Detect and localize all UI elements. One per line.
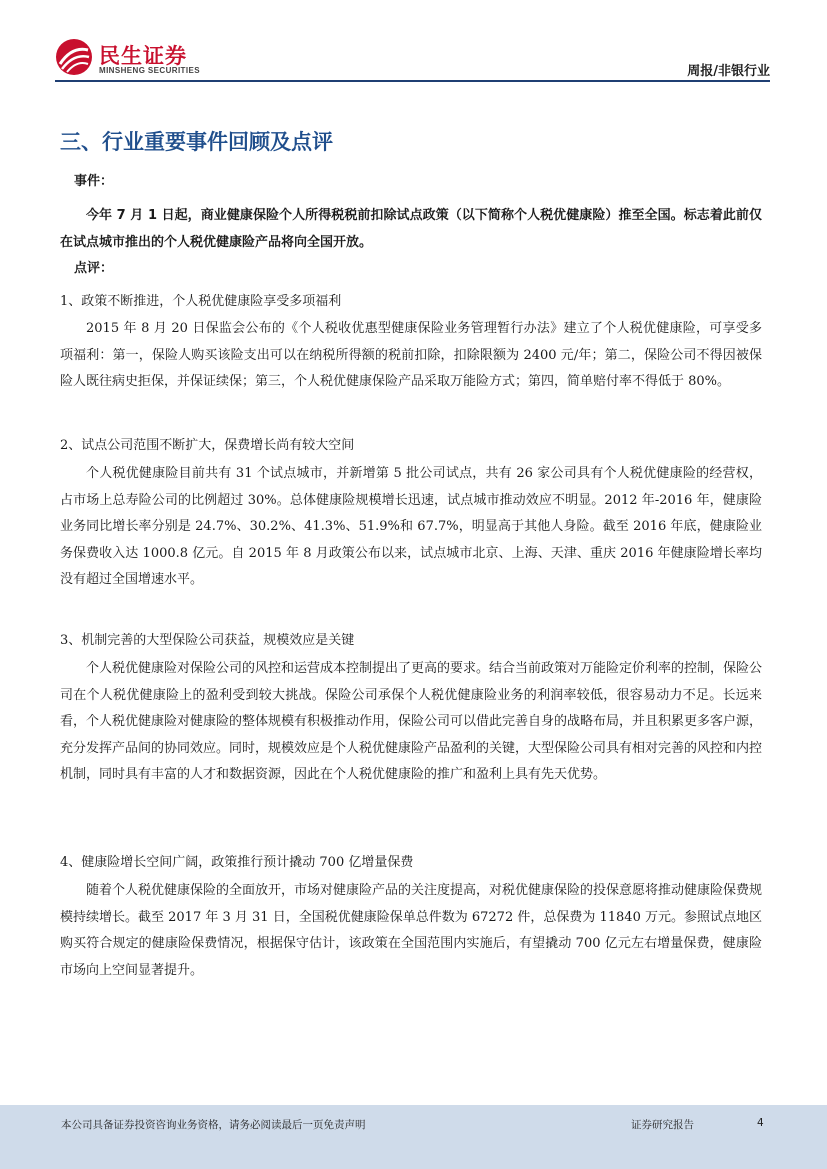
logo-chinese-name: 民生证券 (99, 44, 187, 68)
point-1-heading: 1、政策不断推进，个人税优健康险享受多项福利 (60, 294, 342, 309)
event-paragraph: 今年 7 月 1 日起，商业健康保险个人所得税税前扣除试点政策（以下简称个人税优健康险）推至全国。标志着此前仅在试点城市推出的个人税优健康险产品将向全国开放。 (60, 208, 762, 250)
footer-doc-type: 证券研究报告 (631, 1119, 694, 1131)
report-category: 周报/非银行业 (687, 64, 770, 79)
point-3-body: 个人税优健康险对保险公司的风控和运营成本控制提出了更高的要求。结合当前政策对万能险定价利率的控制，保险公司在个人税优健康险上的盈利受到较大挑战。保险公司承保个人税优健康险业务的利润率较低，很容易动力不足。长远来看，个人税优健康险对健康险的整体规模有积极推动作用，保险公司可以借此完善自身的战略布局，并且积累更多客户源，充分发挥产品间的协同效应。同时，规模效应是个人税优健康险产品盈利的关键，大型保险公司具有相对完善的风控和内控机制，同时具有丰富的人才和数据资源，因此在个人税优健康险的推广和盈利上具有先天优势。 (60, 661, 763, 782)
point-2-heading: 2、试点公司范围不断扩大，保费增长尚有较大空间 (60, 438, 355, 453)
company-logo (55, 38, 245, 78)
point-1-body: 2015 年 8 月 20 日保监会公布的《个人税收优惠型健康保险业务管理暂行办法》建立了个人税优健康险，可享受多项福利：第一，保险人购买该险支出可以在纳税所得额的税前扣除，扣除限额为 2400 元/年；第二，保险公司不得因被保险人既往病史拒保，并保证续保；第三，个人税优健康保险产品采取万能险方式；第四，简单赔付率不得低于 80%。 (60, 321, 762, 389)
page-header (0, 0, 827, 84)
point-4-heading: 4、健康险增长空间广阔，政策推行预计撬动 700 亿增量保费 (60, 855, 414, 870)
header-divider (55, 80, 770, 82)
section-title: 三、行业重要事件回顾及点评 (60, 130, 333, 154)
comment-label: 点评： (74, 261, 114, 276)
logo-english-name: MINSHENG SECURITIES (99, 66, 200, 75)
point-4-body: 随着个人税优健康保险的全面放开，市场对健康险产品的关注度提高，对税优健康保险的投保意愿将推动健康险保费规模持续增长。截至 2017 年 3 月 31 日，全国税优健康险保单总件数为 67272 件，总保费为 11840 万元。参照试点地区购买符合规定的健康险保费情况，根据保守估计，该政策在全国范围内实施后，有望撬动 700 亿元左右增量保费，健康险市场向上空间显著提升。 (60, 883, 763, 978)
point-3-heading: 3、机制完善的大型保险公司获益，规模效应是关键 (60, 633, 355, 648)
point-2-body: 个人税优健康险目前共有 31 个试点城市，并新增第 5 批公司试点，共有 26 家公司具有个人税优健康险的经营权，占市场上总寿险公司的比例超过 30%。总体健康险规模增长迅速，试点城市推动效应不明显。2012 年-2016 年，健康险业务同比增长率分别是 24.7%、30.2%、41.3%、51.9%和 67.7%，明显高于其他人身险。截至 2016 年底，健康险业务保费收入达 1000.8 亿元。自 2015 年 8 月政策公布以来，试点城市北京、上海、天津、重庆 2016 年健康险增长率均没有超过全国增速水平。 (60, 466, 762, 587)
footer-disclaimer: 本公司具备证券投资咨询业务资格，请务必阅读最后一页免责声明 (61, 1119, 366, 1131)
minsheng-logo-icon (55, 38, 93, 76)
page-number: 4 (757, 1117, 764, 1129)
page-footer (0, 1105, 827, 1169)
event-label: 事件： (74, 174, 114, 189)
